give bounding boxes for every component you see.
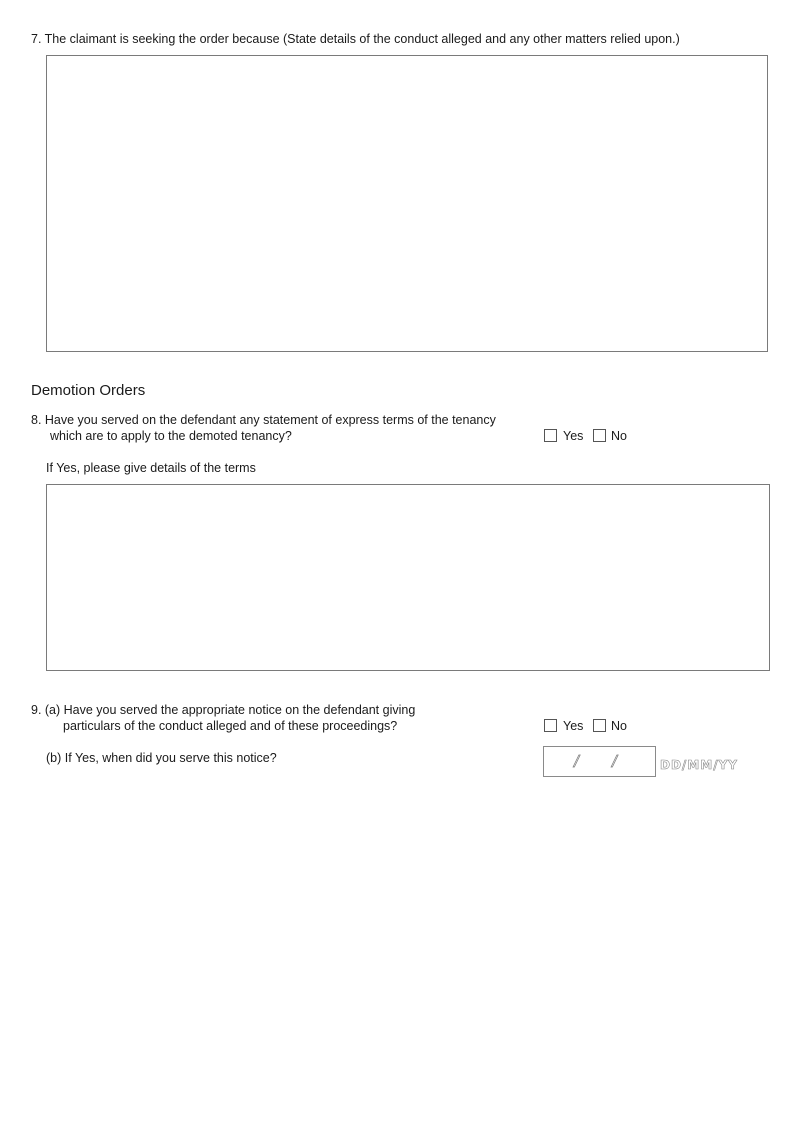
terms-details-textarea[interactable] bbox=[46, 484, 770, 671]
question-9a-line-1: 9. (a) Have you served the appropriate notice on the defendant giving bbox=[31, 703, 416, 717]
date-separator: / bbox=[612, 752, 617, 771]
q8-no-checkbox[interactable] bbox=[593, 429, 606, 442]
question-7-label: 7. The claimant is seeking the order because (State details of the conduct alleged and any other matters relied upon.) bbox=[31, 32, 680, 46]
question-9a-line-2: particulars of the conduct alleged and of these proceedings? bbox=[63, 719, 398, 733]
date-format-hint: DD/MM/YY bbox=[660, 758, 738, 772]
question-8-line-2: which are to apply to the demoted tenancy? bbox=[50, 429, 292, 443]
q9-yes-checkbox[interactable] bbox=[544, 719, 557, 732]
q8-no-label: No bbox=[611, 429, 627, 443]
q8-yes-label: Yes bbox=[563, 429, 584, 443]
q9-no-label: No bbox=[611, 719, 627, 733]
q8-yes-checkbox[interactable] bbox=[544, 429, 557, 442]
conduct-details-textarea[interactable] bbox=[46, 55, 768, 352]
demotion-orders-heading: Demotion Orders bbox=[31, 382, 146, 399]
notice-date-input[interactable] bbox=[543, 746, 656, 777]
date-separator: / bbox=[574, 752, 579, 771]
question-9b-label: (b) If Yes, when did you serve this notice? bbox=[46, 751, 277, 765]
q8-details-label: If Yes, please give details of the terms bbox=[46, 461, 256, 475]
q9-yes-label: Yes bbox=[563, 719, 584, 733]
question-8-line-1: 8. Have you served on the defendant any statement of express terms of the tenancy bbox=[31, 413, 496, 427]
q9-no-checkbox[interactable] bbox=[593, 719, 606, 732]
